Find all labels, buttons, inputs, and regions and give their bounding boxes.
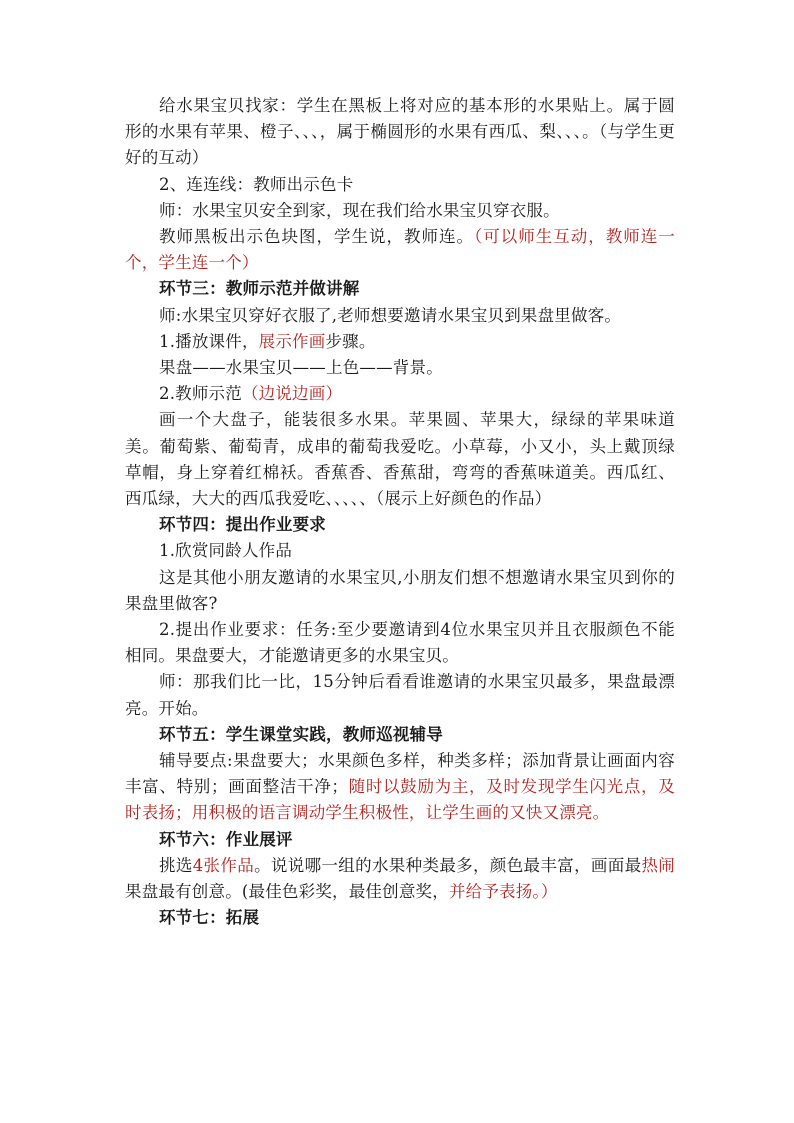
highlighted-text: （可以师生互动，教师连一个，学生连一个） (125, 227, 675, 273)
paragraph (125, 172, 675, 198)
highlighted-text: 热闹 (641, 855, 675, 875)
text-segment: 挑选 (159, 855, 193, 875)
paragraph (125, 748, 675, 827)
text-segment: 师：那我们比一比，15分钟后看看谁邀请的水果宝贝最多，果盘最漂亮。开始。 (125, 672, 675, 718)
paragraph (125, 853, 675, 905)
text-segment: 2.提出作业要求：任务:至少要邀请到4位水果宝贝并且衣服颜色不能相同。果盘要大，才能邀请更多的水果宝贝。 (125, 620, 675, 666)
text-segment: 环节六：作业展评 (159, 829, 293, 849)
section-heading (125, 827, 675, 853)
paragraph (125, 355, 675, 381)
text-segment: 师：水果宝贝安全到家，现在我们给水果宝贝穿衣服。 (159, 200, 560, 220)
text-segment: 1.欣赏同龄人作品 (159, 541, 293, 561)
text-segment: 环节五：学生课堂实践，教师巡视辅导 (159, 724, 443, 744)
paragraph (125, 381, 675, 407)
text-segment: 给水果宝贝找家：学生在黑板上将对应的基本形的水果贴上。属于圆形的水果有苹果、橙子、、、，属于椭圆形的水果有西瓜、梨、、、。（与学生更好的互动） (125, 96, 675, 168)
text-segment: 2.教师示范 (159, 384, 242, 404)
paragraph (125, 224, 675, 276)
text-segment: 果盘最有创意。(最佳色彩奖，最佳创意奖， (125, 882, 449, 902)
paragraph (125, 617, 675, 669)
paragraph (125, 93, 675, 172)
paragraph (125, 669, 675, 721)
text-segment: 1.播放课件， (159, 331, 259, 351)
text-segment: 步骤。 (325, 331, 376, 351)
section-heading (125, 905, 675, 931)
highlighted-text: 4张作品 (192, 855, 255, 875)
highlighted-text: （边说边画） (241, 384, 343, 404)
paragraph (125, 565, 675, 617)
paragraph (125, 538, 675, 564)
text-segment: 辅导要点:果盘要大；水果颜色多样，种类多样；添加背景让画面内容丰富、特别；画面整洁干净； (125, 751, 675, 797)
section-heading (125, 722, 675, 748)
highlighted-text: 随时以鼓励为主，及时发现学生闪光点，及时表扬；用积极的语言调动学生积极性，让学生画的又快又漂亮。 (125, 777, 675, 823)
highlighted-text: 并给予表扬。） (448, 882, 558, 902)
text-segment: 环节三：教师示范并做讲解 (159, 279, 360, 299)
text-segment: 果盘——水果宝贝——上色——背景。 (159, 358, 443, 378)
paragraph (125, 198, 675, 224)
text-segment: 教师黑板出示色块图，学生说，教师连。 (159, 227, 475, 247)
text-segment: 师:水果宝贝穿好衣服了,老师想要邀请水果宝贝到果盘里做客。 (159, 305, 622, 325)
text-segment: 画一个大盘子，能装很多水果。苹果圆、苹果大，绿绿的苹果味道美。葡萄紫、葡萄青，成串的葡萄我爱吃。小草莓，小又小，头上戴顶绿草帽，身上穿着红棉袄。香蕉香、香蕉甜，弯弯的香蕉味道美。西瓜红、西瓜绿，大大的西瓜我爱吃、、、、、（展示上好颜色的作品） (125, 410, 675, 509)
text-segment: 2、连连线：教师出示色卡 (159, 174, 354, 194)
highlighted-text: 展示作画 (258, 331, 326, 351)
paragraph (125, 303, 675, 329)
lesson-plan-body (125, 93, 675, 932)
text-segment: 环节七：拓展 (159, 908, 260, 928)
text-segment: 。说说哪一组的水果种类最多，颜色最丰富，画面最 (254, 855, 642, 875)
section-heading (125, 512, 675, 538)
paragraph (125, 407, 675, 512)
paragraph (125, 329, 675, 355)
text-segment: 环节四：提出作业要求 (159, 515, 326, 535)
section-heading (125, 276, 675, 302)
text-segment: 这是其他小朋友邀请的水果宝贝,小朋友们想不想邀请水果宝贝到你的果盘里做客? (125, 567, 675, 613)
